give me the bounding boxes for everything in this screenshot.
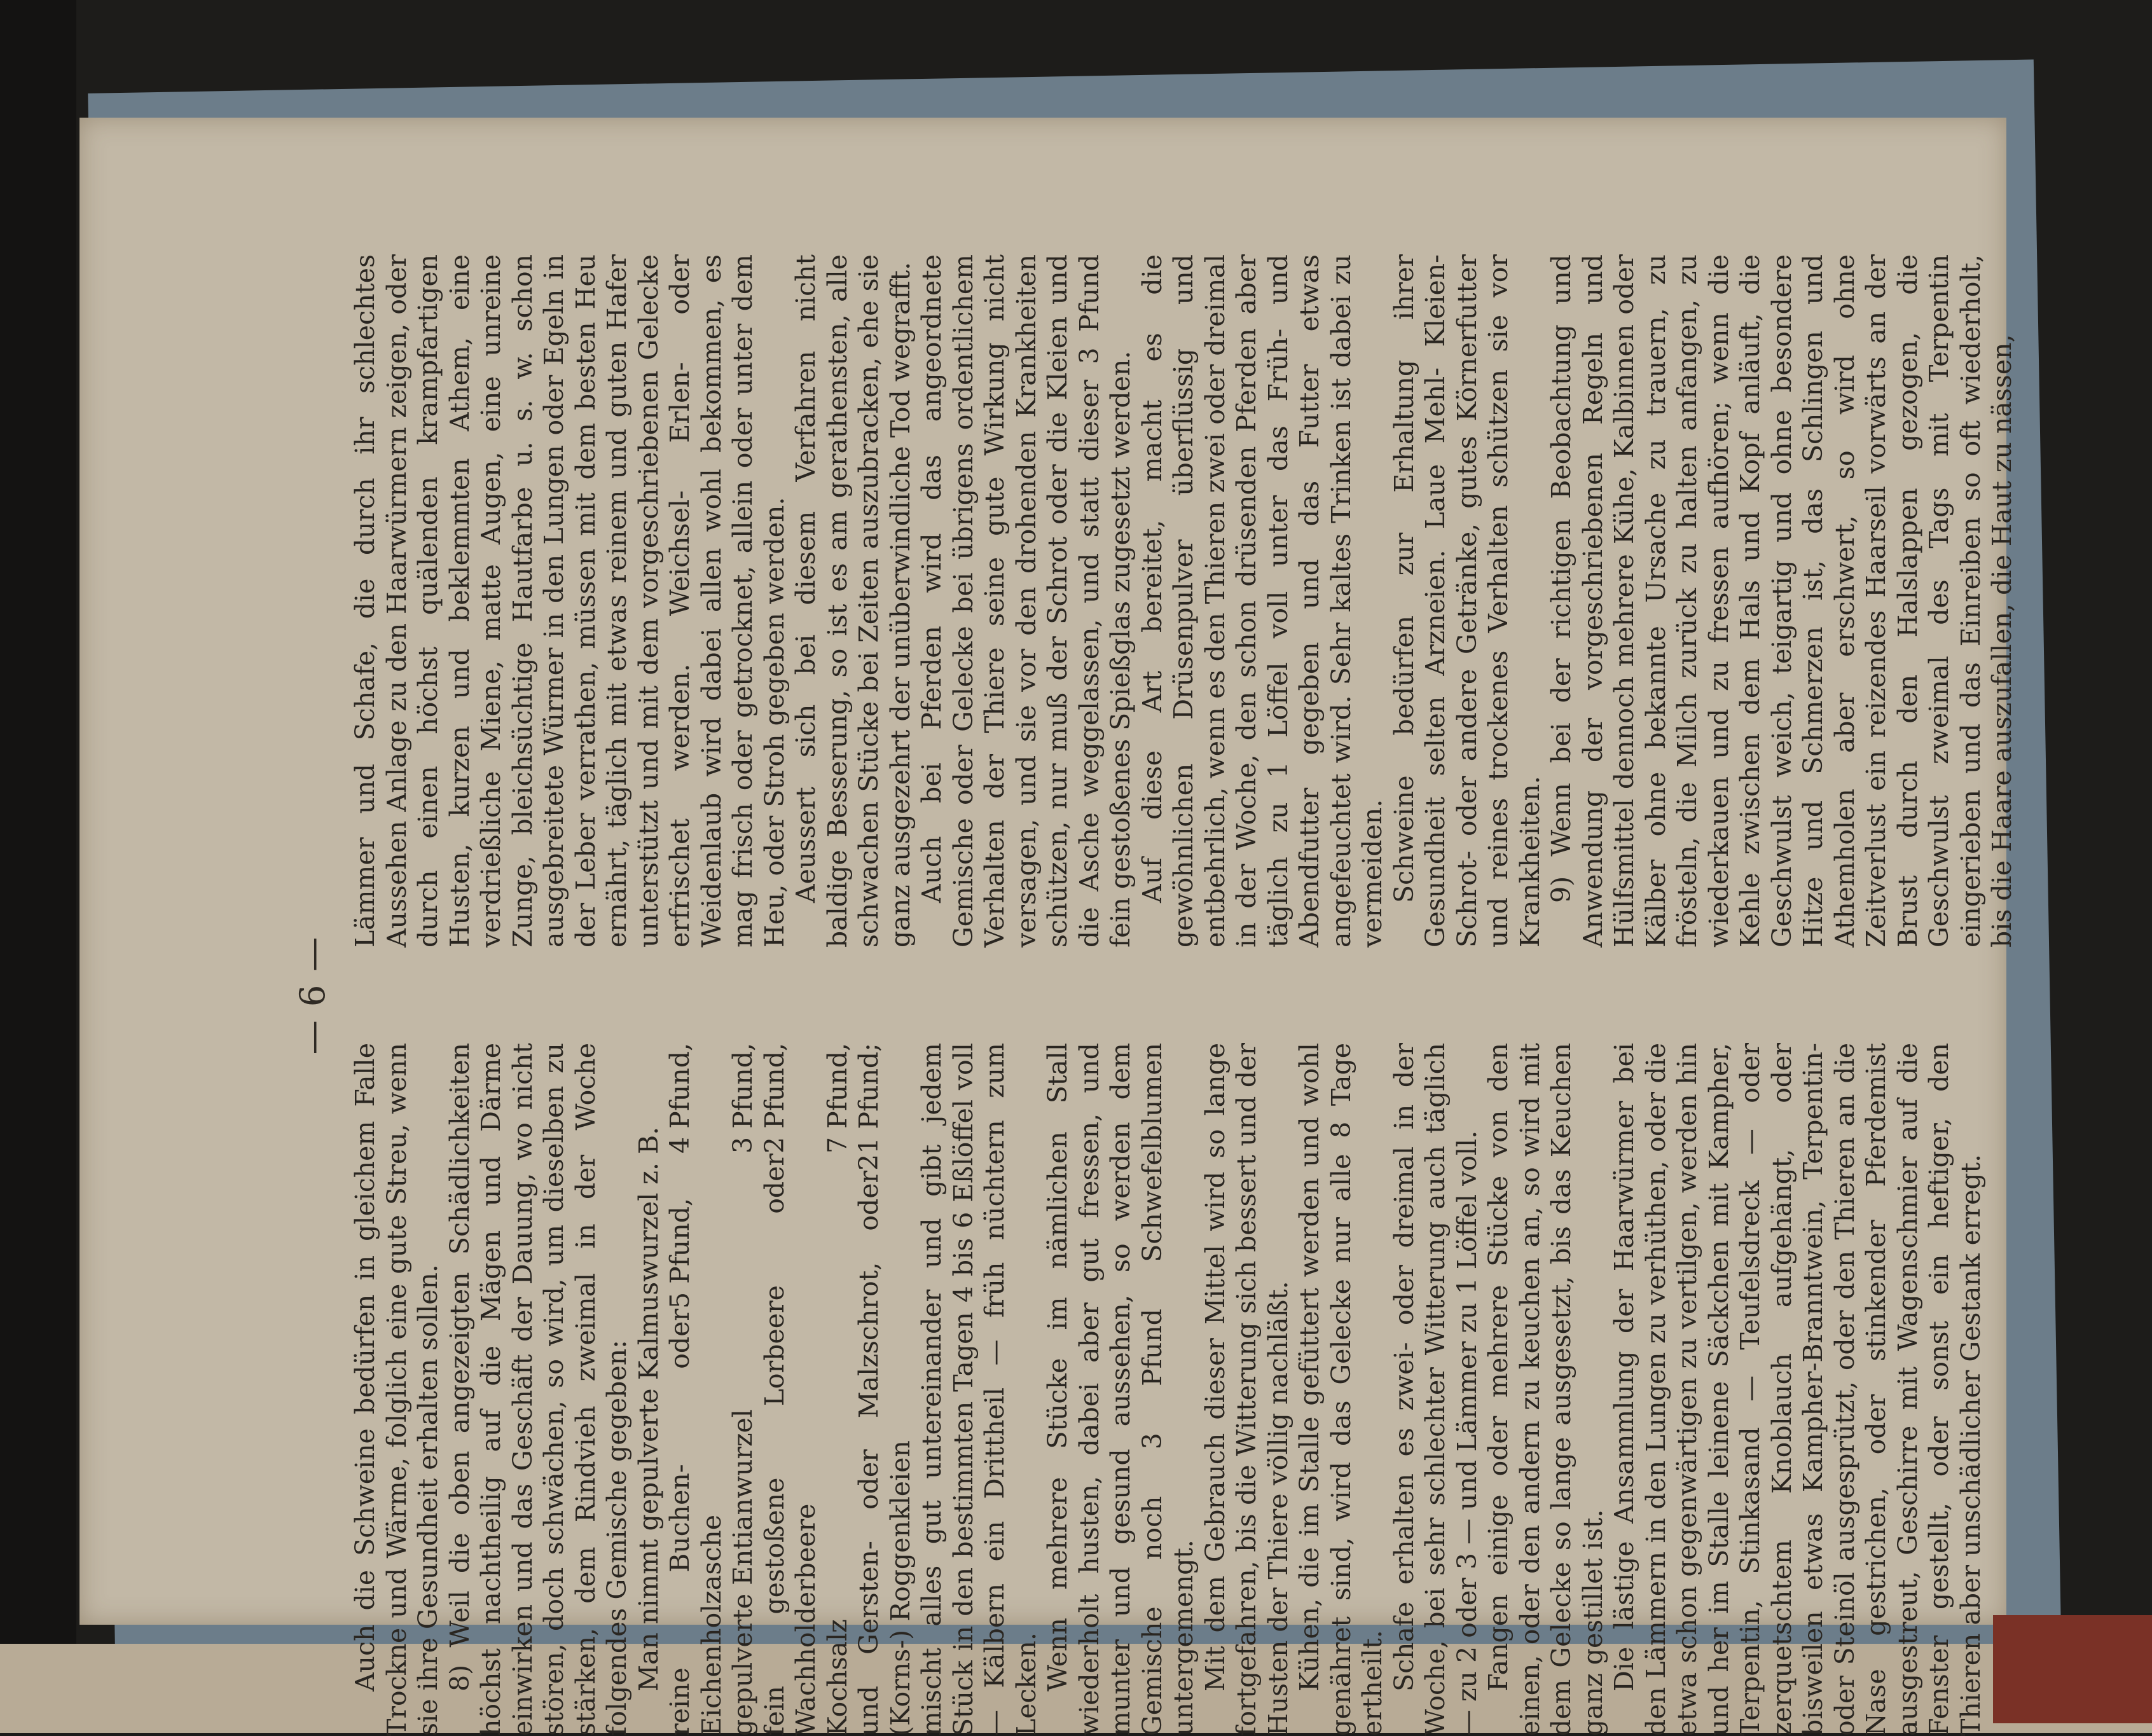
paragraph: mischt alles gut untereinander und gibt jedem Stück in den bestimmten Tagen 4 bis 6 Eßlöffel voll — Kälbern ein Drittheil — früh nüchtern zum Lecken. [916, 1043, 1042, 1736]
left-column [350, 1043, 1986, 1736]
recipe-item-amount: 7 Pfund, [822, 1043, 853, 1154]
paragraph: Kühen, die im Stalle gefüttert werden und wohl genähret sind, wird das Gelecke nur alle 8 Tage ertheilt. [1294, 1043, 1388, 1736]
recipe-intro-text: Man nimmt gepulverte Kalmuswurzel z. B. [633, 1126, 664, 1691]
recipe-item-name: Kochsalz [822, 1619, 853, 1736]
paragraph: Aeussert sich bei diesem Verfahren nicht baldige Besserung, so ist es am gerathensten, alle schwachen Stücke bei Zeiten auszubracken, ehe sie ganz ausgezehrt der unüberwindliche Tod wegrafft. [790, 254, 916, 947]
recipe-item-amount: 21 Pfund; [853, 1043, 884, 1171]
paragraph: Auf diese Art bereitet, macht es die gewöhnlichen Drüsenpulver überflüssig und entbehrlich, wenn es den Thieren zwei oder dreimal in der Woche, den schon drüsenden Pferden aber täglich zu 1 Löffel voll unter das Früh- und Abendfutter gegeben und das Futter etwas angefeuchtet wird. Sehr kaltes Trinken ist dabei zu vermeiden. [1136, 254, 1388, 947]
recipe-item-amount: 5 Pfund, [665, 1197, 695, 1309]
page-header [293, 254, 337, 1736]
right-column [350, 254, 2017, 947]
recipe-item [822, 1043, 854, 1736]
paragraph: Auch bei Pferden wird das angeordnete Gemische oder Gelecke bei übrigens ordentlichem Verhalten der Thiere seine gute Wirkung nicht versagen, und sie vor den drohenden Krankheiten schützen, nur muß der Schrot oder die Kleien und die Asche weggelassen, und statt dieser 3 Pfund fein gestoßenes Spießglas zugesetzt werden. [916, 254, 1136, 947]
page-number: — 6 — [293, 935, 333, 1055]
paragraph: Schweine bedürfen zur Erhaltung ihrer Gesundheit selten Arzneien. Laue Mehl- Kleien- Schrot- oder andere Getränke, gutes Körnerfutter und reines trockenes Verhalten schützen sie vor Krankheiten. [1388, 254, 1545, 947]
recipe-item [853, 1043, 916, 1736]
paragraph: Schafe erhalten es zwei- oder dreimal in der Woche, bei sehr schlechter Witterung auch täglich — zu 2 oder 3 — und Lämmer zu 1 Löffel voll. [1388, 1043, 1482, 1736]
recipe-item [665, 1198, 728, 1736]
paragraph: Lämmer und Schafe, die durch ihr schlechtes Aussehen Anlage zu den Haarwürmern zeigen, oder durch einen höchst quälenden krampfartigen Husten, kurzen und beklemmten Athem, eine verdrießliche Miene, matte Augen, eine unreine Zunge, bleichsüchtige Hautfarbe u. s. w. schon ausgebreitete Würmer in den Lungen oder Egeln in der Leber verrathen, müssen mit dem besten Heu ernährt, täglich mit etwas reinem und guten Hafer unterstützt und mit dem vorgeschriebenen Gelecke erfrischet werden. Weichsel- Erlen- oder Weidenlaub wird dabei allen wohl bekommen, es mag frisch oder getrocknet, allein oder unter dem Heu, oder Stroh gegeben werden. [350, 254, 790, 947]
book-spine-edge [1993, 1615, 2152, 1723]
paragraph: 8) Weil die oben angezeigten Schädlichkeiten höchst nachtheilig auf die Mägen und Därme einwirken und das Geschäft der Dauung, wo nicht stören, doch schwächen, so wird, um dieselben zu stärken, dem Rindvieh zweimal in der Woche folgendes Gemische gegeben: [444, 1043, 632, 1736]
recipe-item-name: reine Buchen- oder Eichenholzasche [665, 1308, 727, 1736]
rotated-text-block [293, 254, 2017, 1736]
recipe-item-name: fein gestoßene Lorbeere oder Wachholderbeere [759, 1153, 821, 1736]
recipe-item-amount: 3 Pfund, [728, 1043, 758, 1154]
recipe-item-name: und Gersten- oder Malzschrot, oder (Korns-) Roggenkleien [853, 1170, 916, 1736]
scanner-edge [0, 0, 76, 1719]
recipe-item [759, 1043, 822, 1736]
paragraph: Fangen einige oder mehrere Stücke von den einen, oder den andern zu keuchen an, so wird mit dem Gelecke so lange ausgesetzt, bis das Keuchen ganz gestillet ist. [1483, 1043, 1608, 1736]
recipe-item-amount: 2 Pfund, [759, 1043, 790, 1154]
recipe-item [728, 1043, 759, 1736]
recipe-intro-amount: 4 Pfund, [665, 1043, 695, 1154]
paragraph: Mit dem Gebrauch dieser Mittel wird so lange fortgefahren, bis die Witterung sich bessert und der Husten der Thiere völlig nachläßt. [1199, 1043, 1293, 1736]
paragraph: Die lästige Ansammlung der Haarwürmer bei den Lämmern in den Lungen zu verhüthen, oder die etwa schon gegenwärtigen zu vertilgen, werden hin und her im Stalle leinene Säckchen mit Kampher, Terpentin, Stinkasand — Teufelsdreck — oder zerquetschtem Knoblauch aufgehängt, oder bisweilen etwas Kampher-Branntwein, Terpentin- oder Steinöl ausgesprützt, oder den Thieren an die Nase gestrichen, oder stinkender Pferdemist ausgestreut, Geschirre mit Wagenschmier auf die Fenster gestellt, oder sonst ein heftiger, den Thieren aber unschädlicher Gestank erregt. [1609, 1043, 1986, 1736]
paragraph: Wenn mehrere Stücke im nämlichen Stall wiederholt husten, dabei aber gut fressen, und munter und gesund aussehen, so werden dem Gemische noch 3 Pfund Schwefelblumen untergemengt. [1042, 1043, 1199, 1736]
paragraph: Auch die Schweine bedürfen in gleichem Falle Trockne und Wärme, folglich eine gute Streu, wenn sie ihre Gesundheit erhalten sollen. [350, 1043, 443, 1736]
paragraph: 9) Wenn bei der richtigen Beobachtung und Anwendung der vorgeschriebenen Regeln und Hülfsmittel dennoch mehrere Kühe, Kalbinnen oder Kälber ohne bekannte Ursache zu trauern, zu frösteln, die Milch zurück zu halten anfangen, zu wiederkauen und zu fressen aufhören; wenn die Kehle zwischen dem Hals und Kopf anläuft, die Geschwulst weich, teigartig und ohne besondere Hitze und Schmerzen ist, das Schlingen und Athemholen aber erschwert, so wird ohne Zeitverlust ein reizendes Haarseil vorwärts an der Brust durch den Halslappen gezogen, die Geschwulst zweimal des Tags mit Terpentin eingerieben und das Einreiben so oft wiederholt, bis die Haare auszufallen, die Haut zu nässen, [1546, 254, 2017, 947]
recipe-item-name: gepulverte Entianwurzel [728, 1409, 758, 1736]
